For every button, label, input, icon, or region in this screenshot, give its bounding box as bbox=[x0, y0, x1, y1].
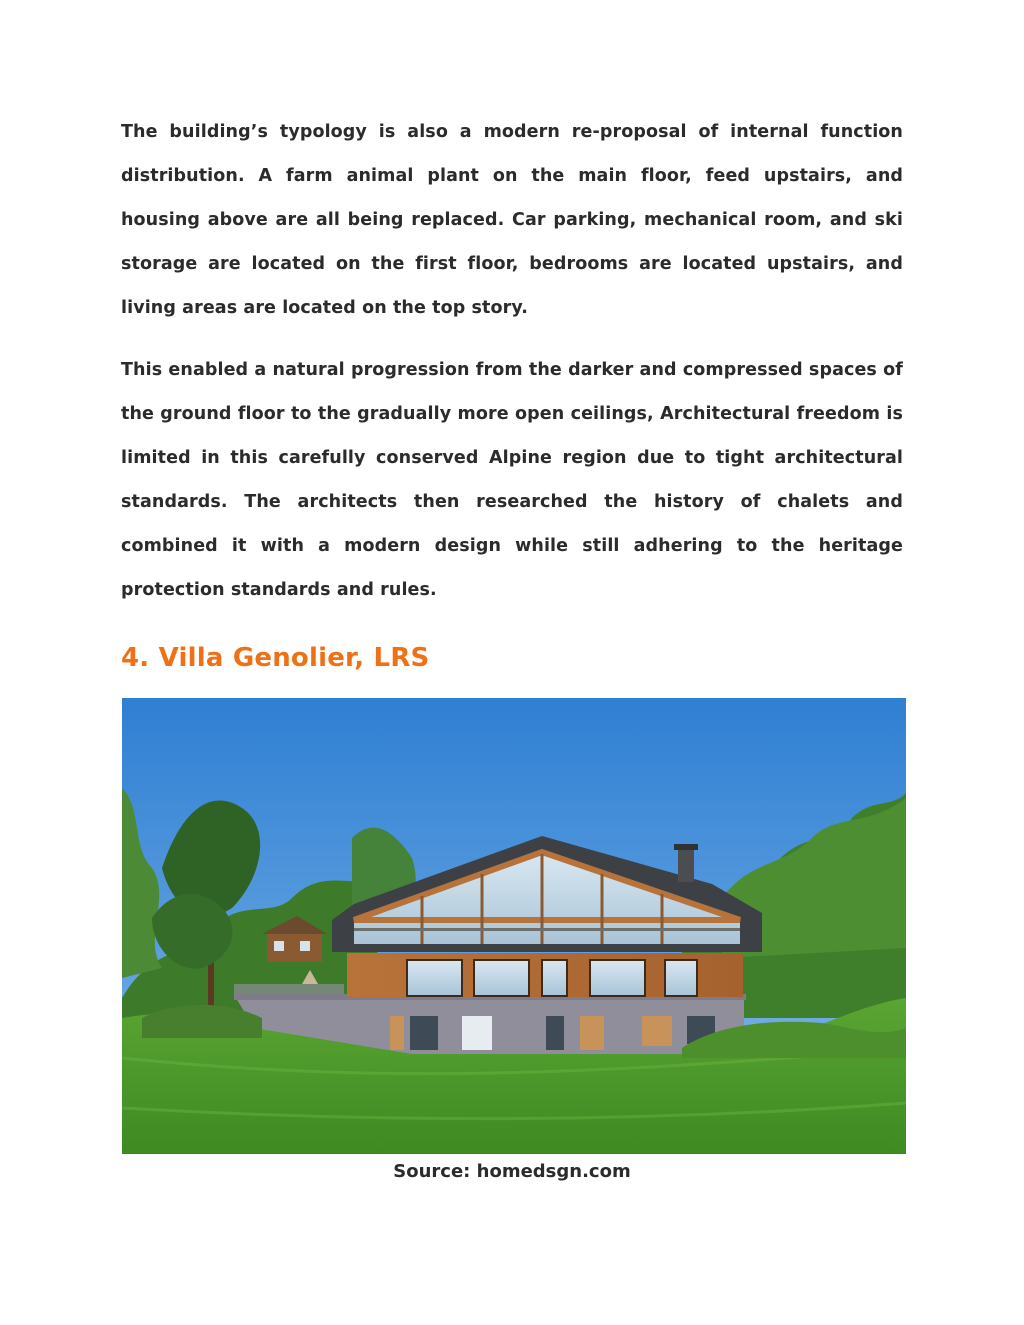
article-paragraph: The building’s typology is also a modern re-proposal of internal function distribution. A farm animal plant on the main floor, feed upstairs, and housing above are all being replaced. Car parking, mechanical room, and ski storage are located on the first floor, bedrooms are located upstairs, and living areas are located on the top story. bbox=[121, 122, 903, 318]
article-paragraph: This enabled a natural progression from the darker and compressed spaces of the ground floor to the gradually more open ceilings, Architectural freedom is limited in this carefully conserved Alpine region due to tight architectural standards. The architects then researched the history of chalets and combined it with a modern design while still adhering to the heritage protection standards and rules. bbox=[121, 360, 903, 600]
villa-photo bbox=[122, 698, 906, 1154]
photo-caption: Source: homedsgn.com bbox=[393, 1161, 631, 1182]
article-body bbox=[121, 110, 903, 678]
section-heading: 4. Villa Genolier, LRS bbox=[121, 643, 430, 673]
